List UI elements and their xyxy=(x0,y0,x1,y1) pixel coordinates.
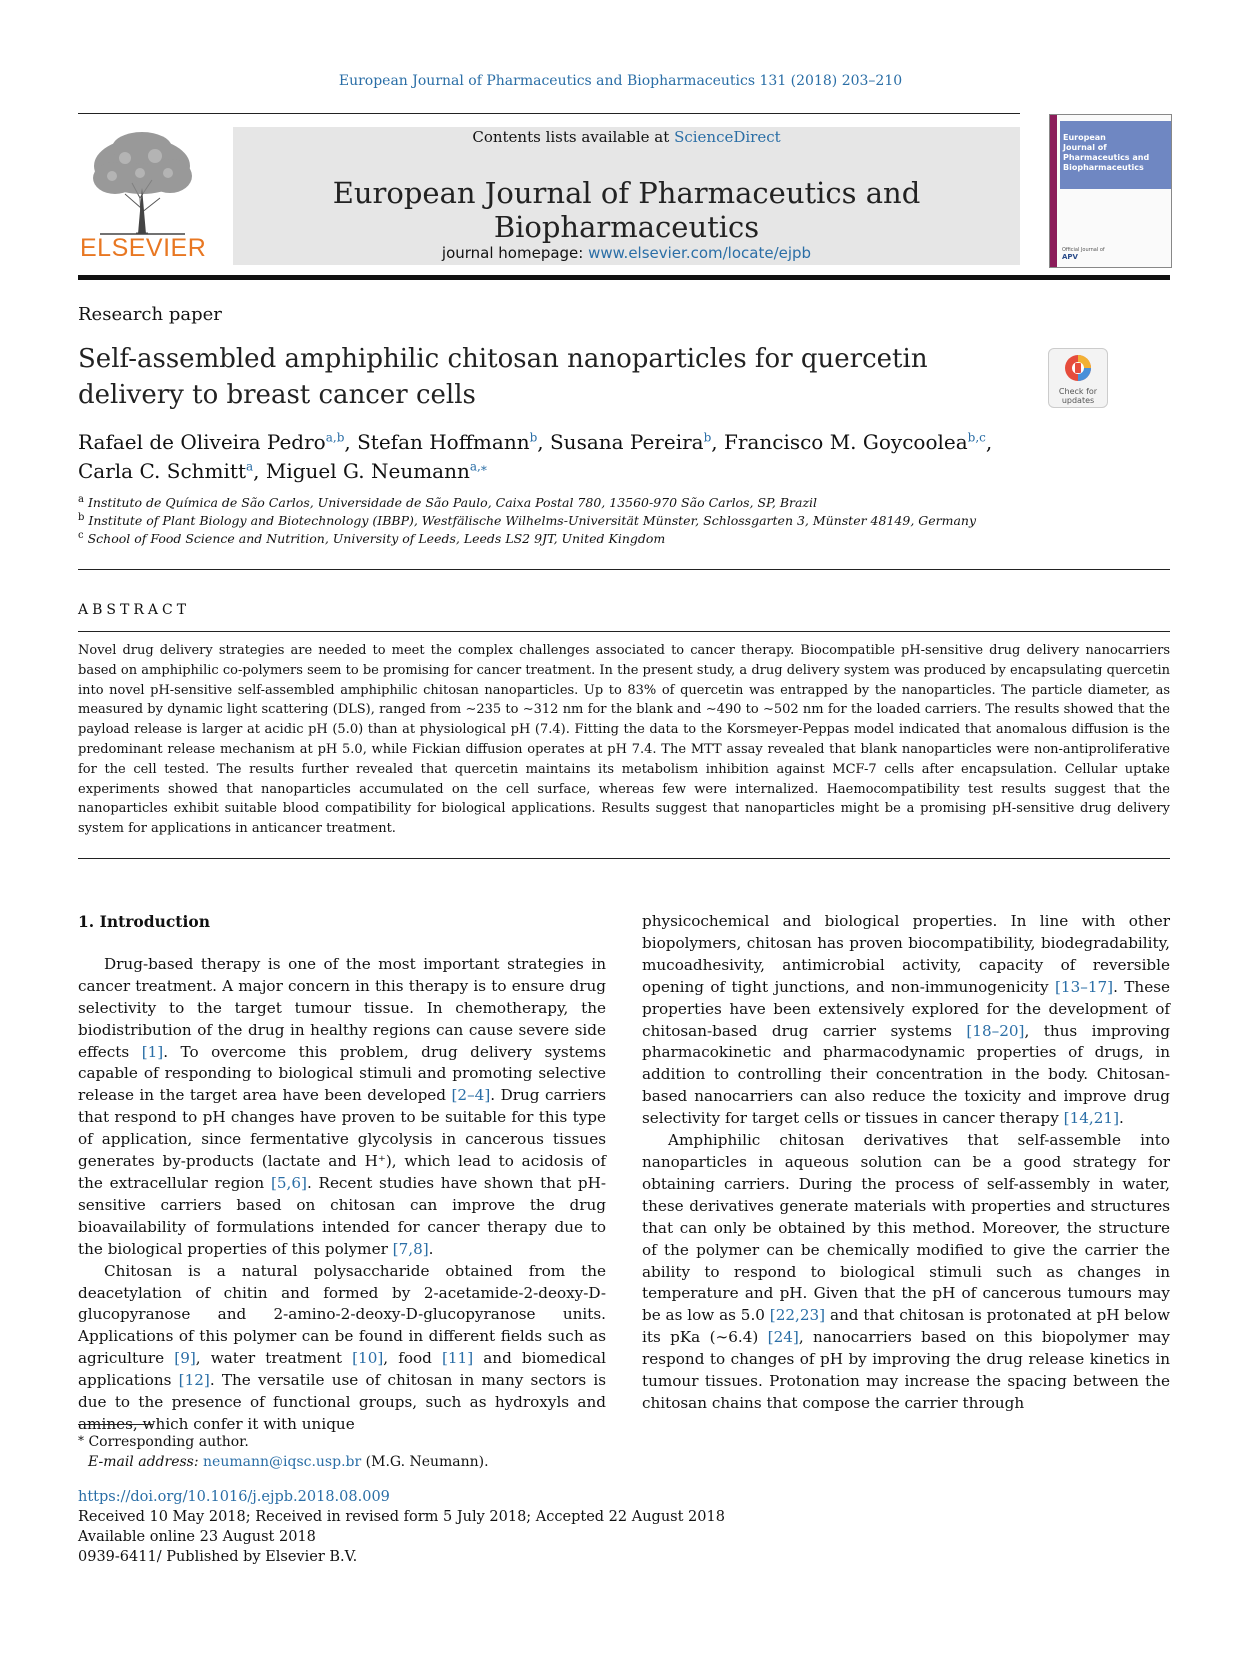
text: . Drug carriers that respond to pH changes have proven to be suitable for this type of application, since fermentative glycolysis in cancerous tissues generates by-products (lactate and H⁺), which lead to acidosis of the extracellular region xyxy=(78,1086,606,1192)
homepage-link[interactable]: www.elsevier.com/locate/ejpb xyxy=(588,244,812,262)
reference-link[interactable]: [12] xyxy=(178,1371,210,1390)
reference-link[interactable]: [11] xyxy=(441,1349,474,1368)
affiliation-list xyxy=(78,494,1170,548)
publisher-name: ELSEVIER xyxy=(80,234,207,262)
reference-link[interactable]: [13–17] xyxy=(1055,977,1114,996)
body-column-right xyxy=(642,911,1170,1415)
affiliation-mark: a xyxy=(78,493,84,505)
text: . xyxy=(428,1239,434,1258)
sciencedirect-link[interactable]: ScienceDirect xyxy=(674,128,781,146)
section-rule xyxy=(78,858,1170,859)
check-updates-label: Check for updates xyxy=(1058,387,1098,405)
reference-link[interactable]: [5,6] xyxy=(270,1173,307,1192)
corresponding-text: Corresponding author. xyxy=(88,1434,249,1450)
author-affiliation-mark[interactable]: b xyxy=(529,430,538,445)
cover-title-line: Journal of xyxy=(1063,143,1107,152)
reference-link[interactable]: [1] xyxy=(141,1042,164,1061)
affiliation-mark: c xyxy=(78,529,84,541)
cover-apv-logo: APV xyxy=(1062,253,1078,261)
text: physicochemical and biological properties. In line with other biopolymers, chitosan has proven biocompatibility, biodegradability, mucoadhesivity, antimicrobial activity, capacity of reversible opening of tight junctions, and non-immunogenicity xyxy=(642,912,1170,996)
affiliation xyxy=(78,494,1170,512)
body-column-left xyxy=(78,911,606,1436)
paragraph xyxy=(78,954,606,1261)
affiliation-text: Instituto de Química de São Carlos, Universidade de São Paulo, Caixa Postal 780, 13560-970 São Carlos, SP, Brazil xyxy=(87,495,818,510)
reference-link[interactable]: [24] xyxy=(767,1328,799,1347)
author-affiliation-mark[interactable]: a xyxy=(246,459,254,474)
contents-prefix: Contents lists available at xyxy=(472,128,670,146)
author-name[interactable]: Miguel G. Neumann xyxy=(265,459,470,483)
elsevier-logo[interactable] xyxy=(80,128,205,268)
text: Chitosan is a natural polysaccharide obtained from the deacetylation of chitin and formed by 2-acetamide-2-deoxy-D-glucopyranose and 2-amino-2-deoxy-D-glucopyranose units. Applications of this polymer can be found in different fields such as agriculture xyxy=(78,1261,606,1368)
author-affiliation-mark[interactable]: a,b xyxy=(325,430,345,445)
reference-link[interactable]: [18–20] xyxy=(966,1021,1025,1040)
text: and that chitosan is protonated at pH below its pKa (∼6.4) xyxy=(642,1306,1170,1347)
text: , food xyxy=(383,1349,442,1368)
author-affiliation-mark[interactable]: a,⁎ xyxy=(469,459,487,474)
contents-line xyxy=(233,128,1020,146)
paragraph xyxy=(78,1261,606,1436)
article-title: Self-assembled amphiphilic chitosan nanoparticles for quercetin delivery to breast cancer cells xyxy=(78,344,928,410)
text: and biomedical applications xyxy=(78,1349,607,1390)
author-affiliation-mark[interactable]: b xyxy=(703,430,712,445)
cover-title-line: European xyxy=(1063,133,1106,142)
affiliation-mark: b xyxy=(78,511,85,523)
text: . These properties have been extensively explored for the development of chitosan-based drug carrier systems xyxy=(642,977,1170,1040)
section-rule xyxy=(78,569,1170,570)
cover-footer-text: Official Journal of xyxy=(1062,247,1105,253)
cover-title-line: Biopharmaceutics xyxy=(1063,163,1144,172)
doi-link[interactable]: https://doi.org/10.1016/j.ejpb.2018.08.009 xyxy=(78,1489,390,1505)
affiliation xyxy=(78,530,1170,548)
section-heading: 1. Introduction xyxy=(78,912,210,931)
section-rule xyxy=(78,631,1170,632)
reference-link[interactable]: [10] xyxy=(352,1349,384,1368)
corresponding-mark: ⁎ xyxy=(78,1429,84,1444)
reference-link[interactable]: [7,8] xyxy=(392,1239,429,1258)
journal-citation[interactable]: European Journal of Pharmaceutics and Biopharmaceutics 131 (2018) 203–210 xyxy=(338,73,903,89)
footnotes xyxy=(78,1429,489,1472)
affiliation-text: Institute of Plant Biology and Biotechnology (IBBP), Westfälische Wilhelms-Universität Münster, Schlossgarten 3, Münster 48149, Germany xyxy=(88,513,977,528)
text: Drug-based therapy is one of the most important strategies in cancer treatment. A major concern in this therapy is to ensure drug selectivity to the target tumour tissue. In chemotherapy, the biodistribution of the drug in healthy regions can cause severe side effects xyxy=(78,954,606,1061)
author-name[interactable]: Stefan Hoffmann xyxy=(357,430,530,454)
article-type: Research paper xyxy=(78,304,222,325)
check-for-updates-button[interactable] xyxy=(1048,348,1108,408)
text: , thus improving pharmacokinetic and pharmacodynamic properties of drugs, in addition to controlling their concentration in the body. Chitosan-based nanocarriers can also reduce the toxicity and improve drug selectivity for target cells or tissues in cancer therapy xyxy=(642,1021,1170,1128)
journal-title: European Journal of Pharmaceutics and Biopharmaceutics xyxy=(332,176,921,244)
homepage-line xyxy=(233,244,1020,262)
affiliation-text: School of Food Science and Nutrition, University of Leeds, Leeds LS2 9JT, United Kingdom xyxy=(87,531,666,546)
issn-line: 0939-6411/ Published by Elsevier B.V. xyxy=(78,1549,358,1565)
author-name[interactable]: Rafael de Oliveira Pedro xyxy=(78,430,326,454)
header-rule xyxy=(78,113,1020,114)
header-thick-rule xyxy=(78,275,1170,280)
cover-title-line: Pharmaceutics and xyxy=(1063,153,1150,162)
abstract-text: Novel drug delivery strategies are needed to meet the complex challenges associated to cancer therapy. Biocompatible pH-sensitive drug delivery nanocarriers based on amphiphilic co-polymers seem to be promising for cancer treatment. In the present study, a drug delivery system was produced by encapsulating quercetin into novel pH-sensitive self-assembled amphiphilic chitosan nanoparticles. Up to 83% of quercetin was entrapped by the nanoparticles. The particle diameter, as measured by dynamic light scattering (DLS), ranged from ∼235 to ∼312 nm for the blank and ∼490 to ∼502 nm for the loaded carriers. The results showed that the payload release is larger at acidic pH (5.0) than at physiological pH (7.4). Fitting the data to the Korsmeyer-Peppas model indicated that anomalous diffusion is the predominant release mechanism at pH 5.0, while Fickian diffusion operates at pH 7.4. The MTT assay revealed that blank nanoparticles were non-antiproliferative for the cell tested. The results further revealed that quercetin maintains its metabolism inhibition against MCF-7 cells after encapsulation. Cellular uptake experiments showed that nanoparticles accumulated on the cell surface, whereas few were internalized. Haemocompatibility test results suggest that the nanoparticles exhibit suitable blood compatibility for biological applications. Results suggest that nanoparticles might be a promising pH-sensitive drug delivery system for applications in anticancer treatment. xyxy=(78,643,1170,837)
cover-stripe xyxy=(1050,115,1057,267)
author-affiliation-mark[interactable]: b,c xyxy=(967,430,986,445)
text: . Recent studies have shown that pH-sensitive carriers based on chitosan can improve the drug bioavailability of formulations intended for cancer therapy due to the biological properties of this polymer xyxy=(78,1173,606,1258)
corresponding-note xyxy=(78,1429,489,1452)
reference-link[interactable]: [2–4] xyxy=(451,1086,491,1105)
text: Amphiphilic chitosan derivatives that self-assemble into nanoparticles in aqueous solution can be a good strategy for obtaining carriers. During the process of self-assembly in water, these derivatives generate materials with properties and structures that can only be obtained by this method. Moreover, the structure of the polymer can be chemically modified to give the carrier the ability to respond to biological stimuli such as changes in temperature and pH. Given that the pH of cancerous tumours may be as low as 5.0 xyxy=(642,1131,1170,1325)
cover-title xyxy=(1063,133,1149,173)
text: . The versatile use of chitosan in many sectors is due to the presence of functional groups, such as hydroxyls and amines, which confer it with unique xyxy=(78,1371,606,1433)
received-dates: Received 10 May 2018; Received in revised form 5 July 2018; Accepted 22 August 2018 xyxy=(78,1509,725,1525)
reference-link[interactable]: [9] xyxy=(174,1349,196,1368)
reference-link[interactable]: [22,23] xyxy=(769,1306,826,1325)
text: , water treatment xyxy=(195,1349,353,1368)
affiliation xyxy=(78,512,1170,530)
journal-cover[interactable] xyxy=(1049,114,1172,268)
text: . xyxy=(1119,1109,1124,1128)
reference-link[interactable]: [14,21] xyxy=(1063,1109,1120,1128)
email-label: E-mail address: xyxy=(88,1454,199,1470)
publication-info xyxy=(78,1487,725,1567)
paragraph-continued xyxy=(642,911,1170,1130)
author-list: Rafael de Oliveira Pedro$^{a,b}$, Stefan Hoffmann$^b$, Susana Pereira$^b$, Francisco M. Goycoolea$^{b,c}$, Carla C. Schmitt$^a$, Miguel G. Neumann$^{a,⁎}$ xyxy=(78,430,993,483)
homepage-prefix: journal homepage: xyxy=(441,244,584,262)
abstract-heading: ABSTRACT xyxy=(78,602,191,618)
email-note xyxy=(78,1452,489,1472)
footnote-rule xyxy=(78,1424,153,1425)
email-owner: (M.G. Neumann). xyxy=(365,1454,489,1470)
author-name[interactable]: Francisco M. Goycoolea xyxy=(724,430,968,454)
online-date: Available online 23 August 2018 xyxy=(78,1529,316,1545)
paragraph xyxy=(642,1130,1170,1415)
check-updates-icon xyxy=(1063,353,1093,383)
author-name[interactable]: Carla C. Schmitt xyxy=(78,459,246,483)
text: . To overcome this problem, drug delivery systems capable of responding to biological stimuli and promoting selective release in the target area have been developed xyxy=(78,1042,606,1105)
email-link[interactable]: neumann@iqsc.usp.br xyxy=(203,1454,362,1470)
author-name[interactable]: Susana Pereira xyxy=(549,430,704,454)
cover-footer xyxy=(1062,247,1105,261)
text: , nanocarriers based on this biopolymer may respond to changes of pH by improving the drug release kinetics in tumour tissues. Protonation may increase the spacing between the chitosan chains that compose the carrier through xyxy=(642,1328,1170,1412)
elsevier-tree-icon xyxy=(80,128,205,236)
